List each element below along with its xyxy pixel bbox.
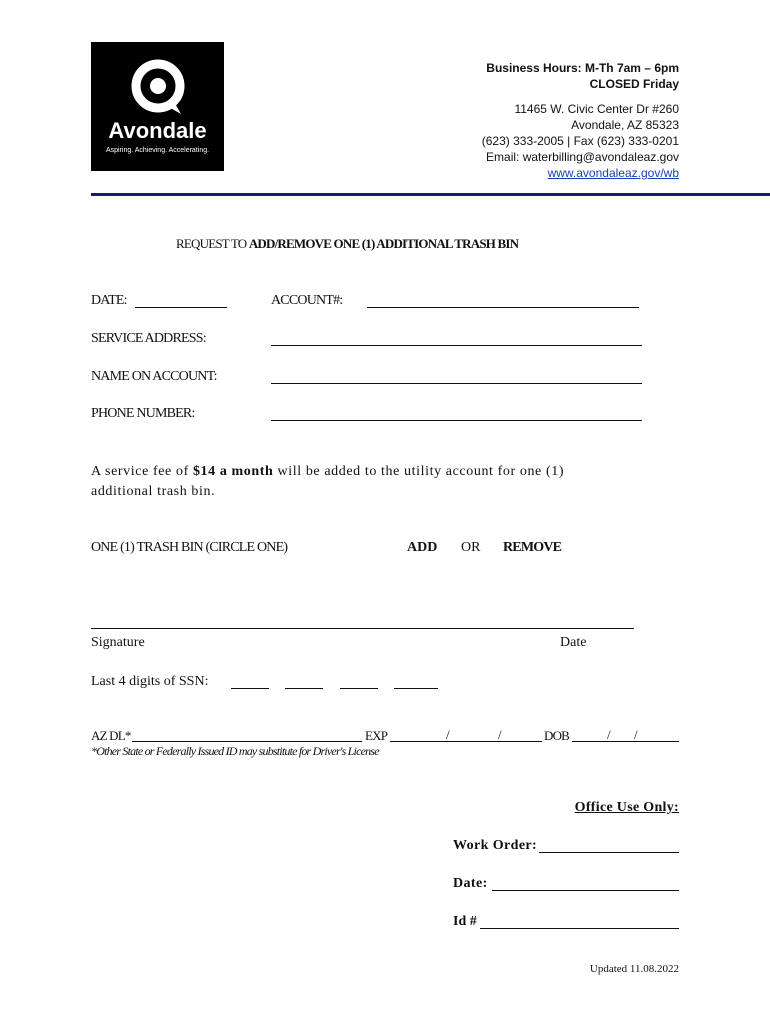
business-hours: Business Hours: M-Th 7am – 6pm [486, 61, 679, 75]
azdl-label: AZ DL* [91, 728, 131, 743]
exp-slash-1: / [446, 727, 450, 742]
dob-slash-2: / [634, 727, 638, 742]
website-link[interactable]: www.avondaleaz.gov/wb [547, 166, 679, 180]
or-text: OR [461, 540, 481, 555]
header-divider [91, 193, 770, 196]
signature-line[interactable] [91, 628, 634, 629]
exp-label: EXP [365, 728, 388, 743]
service-address-label: SERVICE ADDRESS: [91, 331, 206, 346]
address-line-1: 11465 W. Civic Center Dr #260 [514, 102, 679, 116]
fee-text-line-2: additional trash bin. [91, 484, 216, 499]
work-order-field[interactable] [539, 852, 679, 853]
office-use-heading: Office Use Only: [574, 800, 679, 815]
azdl-field[interactable] [132, 741, 362, 742]
office-date-field[interactable] [492, 890, 679, 891]
service-address-field[interactable] [271, 345, 642, 346]
exp-slash-2: / [498, 727, 502, 742]
date-label: DATE: [91, 293, 127, 308]
form-title: REQUEST TO ADD/REMOVE ONE (1) ADDITIONAL TRASH BIN [176, 236, 519, 251]
add-option[interactable]: ADD [407, 540, 438, 555]
phone-number-label: PHONE NUMBER: [91, 406, 195, 421]
logo-tagline: Aspiring. Achieving. Accelerating. [105, 147, 210, 154]
logo-wordmark: Avondale [108, 118, 207, 143]
ssn-digit-4[interactable] [394, 688, 438, 689]
account-field[interactable] [367, 307, 639, 308]
remove-option[interactable]: REMOVE [503, 540, 562, 555]
id-note: *Other State or Federally Issued ID may substitute for Driver's License [91, 744, 379, 758]
phone-fax: (623) 333-2005 | Fax (623) 333-0201 [481, 134, 679, 148]
exp-field[interactable] [390, 741, 542, 742]
signature-date-label: Date [560, 635, 587, 650]
ssn-label: Last 4 digits of SSN: [91, 674, 209, 689]
name-on-account-label: NAME ON ACCOUNT: [91, 369, 217, 384]
name-on-account-field[interactable] [271, 383, 642, 384]
closed-notice: CLOSED Friday [589, 77, 679, 91]
date-field[interactable] [135, 307, 227, 308]
dob-label: DOB [544, 728, 570, 743]
dob-slash-1: / [607, 727, 611, 742]
address-line-2: Avondale, AZ 85323 [571, 118, 679, 132]
avondale-mark-icon [127, 56, 189, 118]
phone-number-field[interactable] [271, 420, 642, 421]
dob-field[interactable] [572, 741, 679, 742]
ssn-digit-3[interactable] [340, 688, 378, 689]
office-id-label: Id # [453, 914, 477, 929]
avondale-logo [91, 42, 224, 171]
email-line: Email: waterbilling@avondaleaz.gov [486, 150, 679, 164]
account-label: ACCOUNT#: [271, 293, 343, 308]
work-order-label: Work Order: [453, 838, 538, 853]
updated-date: Updated 11.08.2022 [589, 963, 679, 975]
office-date-label: Date: [453, 876, 488, 891]
signature-label: Signature [91, 635, 145, 650]
ssn-digit-1[interactable] [231, 688, 269, 689]
ssn-digit-2[interactable] [285, 688, 323, 689]
circle-one-label: ONE (1) TRASH BIN (CIRCLE ONE) [91, 540, 288, 555]
office-id-field[interactable] [480, 928, 679, 929]
fee-text: A service fee of $14 a month will be added to the utility account for one (1) [91, 464, 565, 479]
